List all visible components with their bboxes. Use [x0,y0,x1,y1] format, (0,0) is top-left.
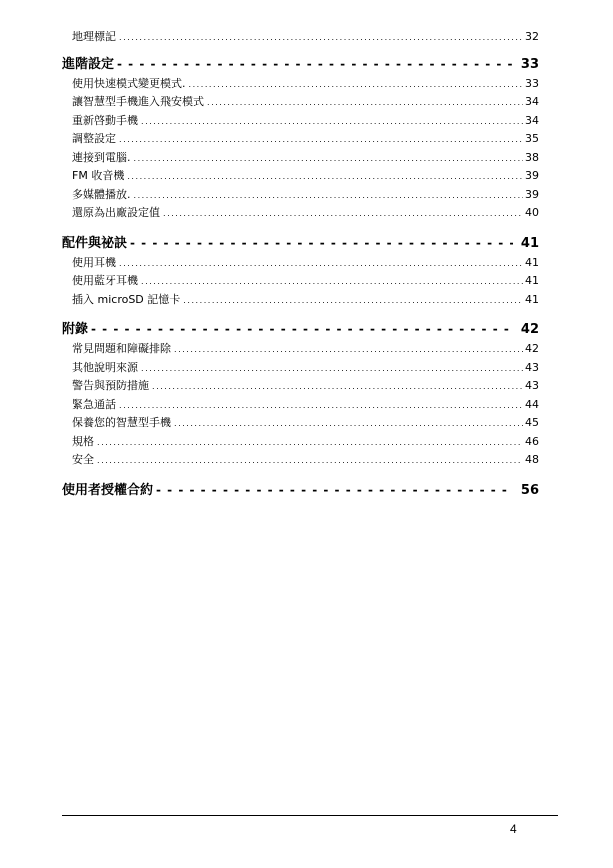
toc-leader [119,132,523,145]
toc-leader [141,274,523,287]
toc-entry-title: 保養您的智慧型手機 [72,416,171,429]
toc-page-number: 41 [520,235,539,251]
toc-entry[interactable] [62,254,539,273]
toc-entry[interactable] [62,167,539,186]
table-of-contents [62,28,539,501]
toc-page-number: 42 [525,342,539,355]
toc-leader [91,322,513,337]
toc-entry[interactable] [62,75,539,94]
toc-page-number: 33 [520,56,539,72]
toc-page-number: 48 [525,453,539,466]
footer-page-number: 4 [510,822,517,836]
toc-entry-title: 規格 [72,434,94,448]
toc-entry[interactable] [62,186,539,205]
toc-entry[interactable] [62,377,539,396]
toc-page-number: 41 [525,292,539,306]
toc-section-title: 使用者授權合約 [62,482,154,498]
toc-section[interactable] [62,479,539,501]
toc-page-number: 34 [525,95,539,108]
toc-section-title: 附錄 [62,322,89,337]
toc-leader [152,379,523,392]
toc-page-number: 35 [525,132,539,145]
footer-rule [62,815,558,816]
toc-page-number: 34 [525,113,539,127]
toc-leader [141,114,523,127]
toc-entry[interactable] [62,272,539,291]
toc-entry-title: FM 收音機 [72,169,125,182]
toc-leader [97,435,523,448]
toc-leader [134,188,524,201]
toc-entry[interactable] [62,112,539,131]
toc-leader [134,151,524,164]
toc-leader [141,361,523,374]
toc-entry[interactable] [62,451,539,470]
toc-entry-title: 警告與預防措施 [72,379,149,392]
toc-entry[interactable] [62,433,539,452]
toc-page-number: 43 [525,379,539,392]
toc-page-number: 43 [525,360,539,374]
toc-leader [117,57,513,72]
toc-entry-title: 使用快速模式變更模式. [72,76,186,90]
toc-entry-title: 使用耳機 [72,255,116,269]
toc-entry-title: 地理標記 [72,30,116,43]
toc-entry[interactable] [62,130,539,149]
toc-entry[interactable] [62,359,539,378]
toc-entry[interactable] [62,28,539,47]
toc-section-title: 進階設定 [62,56,115,72]
toc-entry-title: 多媒體播放. [72,187,131,201]
toc-section[interactable] [62,53,539,75]
toc-leader [156,483,513,498]
toc-entry-title: 連接到電腦. [72,150,131,164]
toc-page-number: 45 [525,416,539,429]
toc-entry[interactable] [62,396,539,415]
toc-entry-title: 其他說明來源 [72,360,138,374]
toc-entry-title: 讓智慧型手機進入飛安模式 [72,95,204,108]
toc-entry[interactable] [62,204,539,223]
toc-entry-title: 重新啓動手機 [72,113,138,127]
toc-page-number: 56 [520,482,539,498]
toc-entry-title: 還原為出廠設定值 [72,206,160,219]
toc-section[interactable] [62,318,539,340]
toc-leader [163,206,523,219]
toc-page-number: 41 [525,274,539,287]
toc-leader [189,77,524,90]
toc-leader [130,236,513,251]
toc-page-number: 33 [525,76,539,90]
toc-page-number: 42 [520,322,539,337]
toc-leader [207,95,523,108]
toc-page-number: 39 [525,169,539,182]
toc-leader [119,256,523,269]
toc-entry-title: 安全 [72,453,94,466]
toc-entry-title: 使用藍牙耳機 [72,274,138,287]
toc-section-title: 配件與祕訣 [62,235,128,251]
toc-entry-title: 插入 microSD 記憶卡 [72,292,181,306]
toc-leader [119,398,523,411]
toc-section[interactable] [62,232,539,254]
toc-page-number: 40 [525,206,539,219]
toc-leader [183,293,523,306]
toc-page-number: 32 [525,30,539,43]
toc-leader [174,416,523,429]
toc-entry[interactable] [62,149,539,168]
toc-page-number: 41 [525,255,539,269]
toc-leader [119,30,523,43]
toc-page-number: 44 [525,397,539,411]
toc-entry[interactable] [62,340,539,359]
toc-entry-title: 調整設定 [72,132,116,145]
toc-entry[interactable] [62,291,539,310]
toc-page-number: 38 [525,150,539,164]
toc-page-number: 39 [525,187,539,201]
toc-entry[interactable] [62,93,539,112]
toc-leader [127,169,523,182]
toc-leader [174,342,523,355]
toc-leader [97,453,523,466]
toc-entry-title: 緊急通話 [72,397,116,411]
toc-page-number: 46 [525,434,539,448]
toc-entry[interactable] [62,414,539,433]
toc-entry-title: 常見問題和障礙排除 [72,342,171,355]
